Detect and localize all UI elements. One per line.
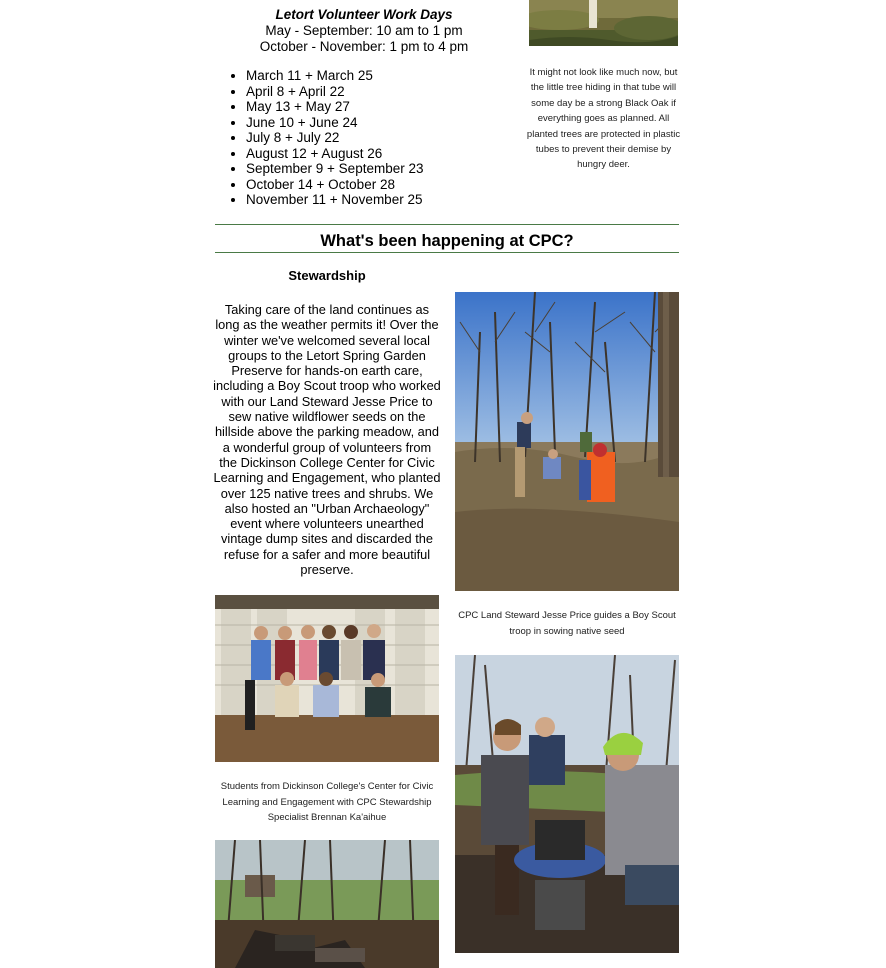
planting-photo	[455, 655, 679, 953]
date-item: • August 12 + August 26	[246, 146, 536, 162]
students-photo-caption: Students from Dickinson College's Center for Civic Learning and Engagement with CPC Stewardship Specialist Brennan Ka'aihue	[220, 781, 434, 823]
volunteer-days-title: Letort Volunteer Work Days	[275, 7, 453, 22]
volunteer-time-fall: October - November: 1 pm to 4 pm	[259, 39, 469, 54]
date-item: • November 11 + November 25	[246, 192, 536, 208]
date-item: • May 13 + May 27	[246, 99, 536, 115]
date-item: • April 8 + April 22	[246, 84, 536, 100]
date-item: • October 14 + October 28	[246, 177, 536, 193]
students-photo	[215, 595, 439, 762]
date-item: • September 9 + September 23	[246, 161, 536, 177]
date-item: • July 8 + July 22	[246, 130, 536, 146]
dump-site-photo	[215, 840, 439, 968]
date-item: • June 10 + June 24	[246, 115, 536, 131]
scouts-photo	[455, 292, 679, 591]
volunteer-dates-list	[228, 68, 536, 208]
stewardship-heading: Stewardship	[288, 268, 366, 283]
volunteer-time-summer: May - September: 10 am to 1 pm	[265, 23, 463, 38]
section-divider-top	[215, 224, 679, 225]
scouts-photo-caption: CPC Land Steward Jesse Price guides a Boy Scout troop in sowing native seed	[458, 610, 676, 637]
stewardship-body: Taking care of the land continues as long as the weather permits it! Over the winter we've welcomed several local groups to the Letort Spring Garden Preserve for hands-on earth care, including a Boy Scout troop who worked with our Land Steward Jesse Price to sew native wildflower seeds on the hillside above the parking meadow, and a wonderful group of volunteers from the Dickinson College Center for Civic Learning and Engagement, who planted over 125 native trees and shrubs. We also hosted an "Urban Archaeology" event where volunteers unearthed vintage dump sites and discarded the refuse for a safer and more beautiful preserve.	[213, 302, 441, 578]
section-divider-bottom	[215, 252, 679, 253]
date-item: • March 11 + March 25	[246, 68, 536, 84]
tree-photo-caption: It might not look like much now, but the little tree hiding in that tube will some day be a strong Black Oak if everything goes as planned. All planted trees are protected in plastic tubes to prevent their demise by hungry deer.	[526, 67, 681, 171]
tree-tube-photo	[529, 0, 678, 46]
section-heading: What's been happening at CPC?	[320, 232, 574, 250]
